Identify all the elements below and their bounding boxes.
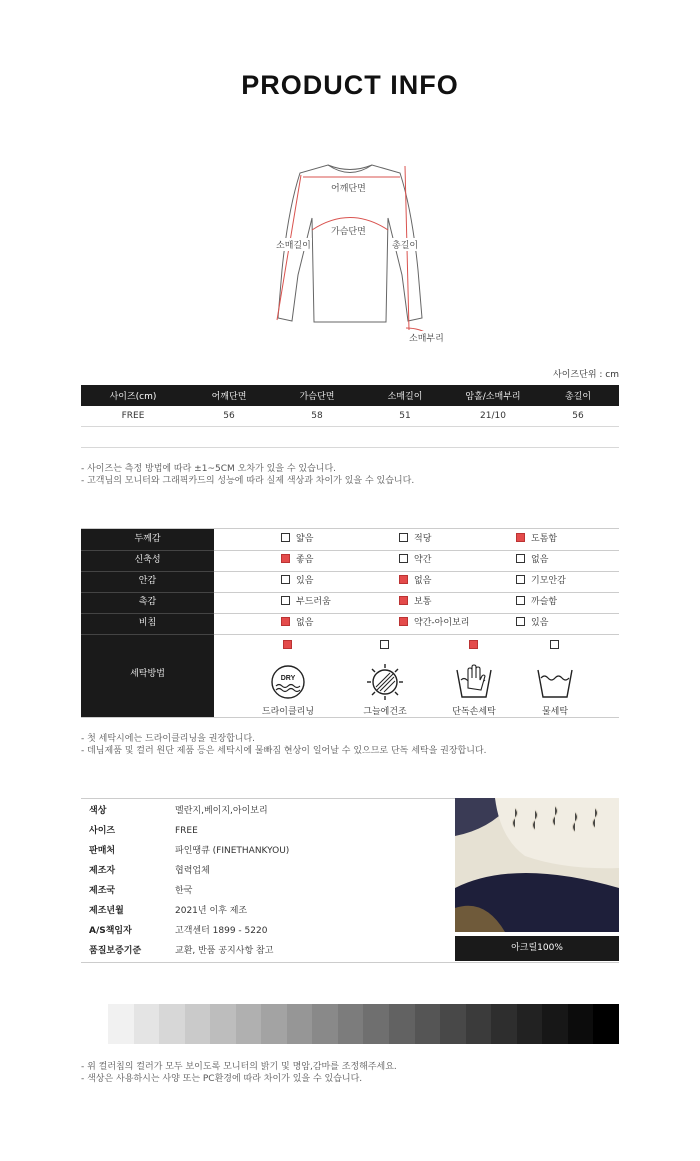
color-chip	[261, 1004, 287, 1044]
info-key: A/S책임자	[89, 926, 132, 936]
shade-dry-icon	[365, 664, 405, 700]
feature-label: 두께감	[81, 529, 214, 551]
color-chip	[185, 1004, 211, 1044]
note-line: - 색상은 사용하시는 사양 또는 PC환경에 따라 차이가 있을 수 있습니다.	[81, 1074, 363, 1084]
color-chip	[440, 1004, 466, 1044]
total-length-label: 총길이	[391, 238, 419, 251]
option-text: 없음	[531, 555, 549, 565]
table-cell: 56	[185, 406, 273, 427]
color-chip	[134, 1004, 160, 1044]
sweater-diagram	[260, 150, 444, 350]
note-line: - 데님제품 및 컬러 원단 제품 등은 세탁시에 물빠짐 현상이 일어날 수 있으므로 단독 세탁을 권장합니다.	[81, 746, 487, 756]
chest-label: 가슴단면	[330, 224, 367, 237]
unchecked-box-icon	[550, 640, 559, 649]
option-text: 없음	[414, 576, 432, 586]
option-text: 없음	[296, 618, 314, 628]
feature-option	[281, 613, 313, 634]
features-table	[81, 528, 619, 718]
unchecked-box-icon	[380, 640, 389, 649]
hand-wash-icon	[454, 664, 494, 700]
wash-note	[81, 733, 486, 757]
option-text: 까슬함	[531, 597, 558, 607]
color-chip	[159, 1004, 185, 1044]
info-value: 멜란지,베이지,아이보리	[175, 806, 268, 816]
color-chip	[593, 1004, 619, 1044]
info-row	[81, 901, 451, 921]
color-chip	[108, 1004, 134, 1044]
feature-option	[516, 529, 557, 550]
feature-option	[516, 592, 557, 613]
info-row	[81, 941, 451, 961]
info-key: 품질보증기준	[89, 946, 142, 956]
option-text: 도톰함	[531, 534, 558, 544]
table-cell: 21/10	[449, 406, 537, 427]
unchecked-box-icon	[516, 554, 525, 563]
feature-option	[516, 613, 548, 634]
feature-label: 신축성	[81, 550, 214, 572]
sleeve-label: 소매길이	[275, 238, 312, 251]
unchecked-box-icon	[281, 533, 290, 542]
feature-option	[281, 529, 313, 550]
color-chip	[389, 1004, 415, 1044]
unchecked-box-icon	[281, 575, 290, 584]
color-chip-strip	[108, 1004, 619, 1044]
feature-option	[281, 592, 331, 613]
info-value: 2021년 이후 제조	[175, 906, 248, 916]
wash-name: 그늘에건조	[363, 707, 407, 717]
color-chip	[210, 1004, 236, 1044]
dry-clean-icon	[268, 664, 308, 700]
fabric-photo	[455, 798, 619, 932]
size-note	[81, 463, 414, 487]
feature-option	[281, 550, 313, 571]
info-key: 제조년월	[89, 906, 124, 916]
unchecked-box-icon	[281, 596, 290, 605]
option-text: 있음	[296, 576, 314, 586]
table-cell: 51	[361, 406, 449, 427]
feature-option	[399, 592, 431, 613]
option-text: 좋음	[296, 555, 314, 565]
wash-name: 단독손세탁	[452, 707, 496, 717]
info-value: FREE	[175, 826, 198, 836]
checked-box-icon	[399, 596, 408, 605]
size-header: 사이즈(cm)	[81, 385, 185, 406]
feature-label: 안감	[81, 571, 214, 593]
size-header: 어깨단면	[185, 385, 273, 406]
color-chip	[312, 1004, 338, 1044]
note-line: - 고객님의 모니터와 그래픽카드의 성능에 따라 실제 색상과 차이가 있을 수 있습니다.	[81, 476, 415, 486]
wash-name: 드라이클리닝	[261, 707, 315, 717]
color-chip	[415, 1004, 441, 1044]
feature-option	[399, 571, 431, 592]
info-row	[81, 881, 451, 901]
info-value: 협력업체	[175, 866, 210, 876]
option-text: 적당	[414, 534, 432, 544]
machine-wash-icon	[535, 664, 575, 700]
color-chip	[236, 1004, 262, 1044]
table-cell: FREE	[81, 406, 185, 427]
info-value: 한국	[175, 886, 193, 896]
size-header: 총길이	[537, 385, 619, 406]
shoulder-label: 어깨단면	[330, 181, 367, 194]
color-note	[81, 1061, 397, 1085]
fiber-content: 아크릴100%	[455, 936, 619, 961]
size-table	[81, 385, 619, 427]
cuff-label: 소매부리	[408, 331, 445, 344]
note-line: - 첫 세탁시에는 드라이클리닝을 권장합니다.	[81, 734, 256, 744]
size-header: 가슴단면	[273, 385, 361, 406]
unchecked-box-icon	[399, 554, 408, 563]
color-chip	[491, 1004, 517, 1044]
checked-box-icon	[399, 575, 408, 584]
size-header: 소매길이	[361, 385, 449, 406]
info-row	[81, 841, 451, 861]
feature-row	[81, 613, 619, 635]
color-chip	[466, 1004, 492, 1044]
table-cell: 58	[273, 406, 361, 427]
unchecked-box-icon	[399, 533, 408, 542]
feature-row	[81, 592, 619, 614]
info-value: 고객센터 1899 - 5220	[175, 926, 268, 936]
table-blank-row	[81, 426, 619, 448]
color-chip	[338, 1004, 364, 1044]
color-chip	[363, 1004, 389, 1044]
size-header: 암홀/소매부리	[449, 385, 537, 406]
option-text: 부드러움	[296, 597, 331, 607]
note-line: - 위 컬러칩의 컬러가 모두 보이도록 모니터의 밝기 및 명암,감마를 조정해주세요.	[81, 1062, 397, 1072]
checked-box-icon	[281, 554, 290, 563]
knit-texture-image	[455, 798, 619, 932]
feature-option	[281, 571, 313, 592]
option-text: 보통	[414, 597, 432, 607]
unchecked-box-icon	[516, 575, 525, 584]
color-chip	[287, 1004, 313, 1044]
feature-option	[399, 529, 431, 550]
option-text: 기모안감	[531, 576, 566, 586]
option-text: 얇음	[296, 534, 314, 544]
option-text: 있음	[531, 618, 549, 628]
feature-row	[81, 529, 619, 551]
feature-row	[81, 550, 619, 572]
feature-option	[399, 550, 431, 571]
info-value: 교환, 반품 공지사항 참고	[175, 946, 274, 956]
feature-option	[399, 613, 469, 634]
option-text: 약간	[414, 555, 432, 565]
wash-name: 물세탁	[541, 707, 569, 717]
page-title: PRODUCT INFO	[241, 70, 459, 100]
color-chip	[542, 1004, 568, 1044]
info-row	[81, 821, 451, 841]
feature-label: 비침	[81, 613, 214, 635]
info-key: 제조자	[89, 866, 116, 876]
color-chip	[517, 1004, 543, 1044]
checked-box-icon	[281, 617, 290, 626]
feature-option	[516, 550, 548, 571]
info-key: 판매처	[89, 846, 116, 856]
unchecked-box-icon	[516, 617, 525, 626]
info-key: 사이즈	[89, 826, 116, 836]
feature-label: 촉감	[81, 592, 214, 614]
table-row	[81, 406, 619, 427]
unchecked-box-icon	[516, 596, 525, 605]
wash-method-label: 세탁방법	[130, 669, 165, 679]
option-text: 약간-아이보리	[414, 618, 470, 628]
color-chip	[568, 1004, 594, 1044]
info-row	[81, 861, 451, 881]
info-row	[81, 921, 451, 941]
feature-row	[81, 571, 619, 593]
checked-box-icon	[283, 640, 292, 649]
checked-box-icon	[516, 533, 525, 542]
svg-text:DRY: DRY	[280, 675, 296, 682]
note-line: - 사이즈는 측정 방법에 따라 ±1~5CM 오차가 있을 수 있습니다.	[81, 464, 337, 474]
feature-option	[516, 571, 566, 592]
info-key: 제조국	[89, 886, 116, 896]
info-value: 파인땡큐 (FINETHANKYOU)	[175, 846, 290, 856]
info-key: 색상	[89, 806, 107, 816]
info-row	[81, 801, 451, 821]
checked-box-icon	[399, 617, 408, 626]
table-cell: 56	[537, 406, 619, 427]
size-unit: 사이즈단위 : cm	[553, 370, 619, 380]
checked-box-icon	[469, 640, 478, 649]
